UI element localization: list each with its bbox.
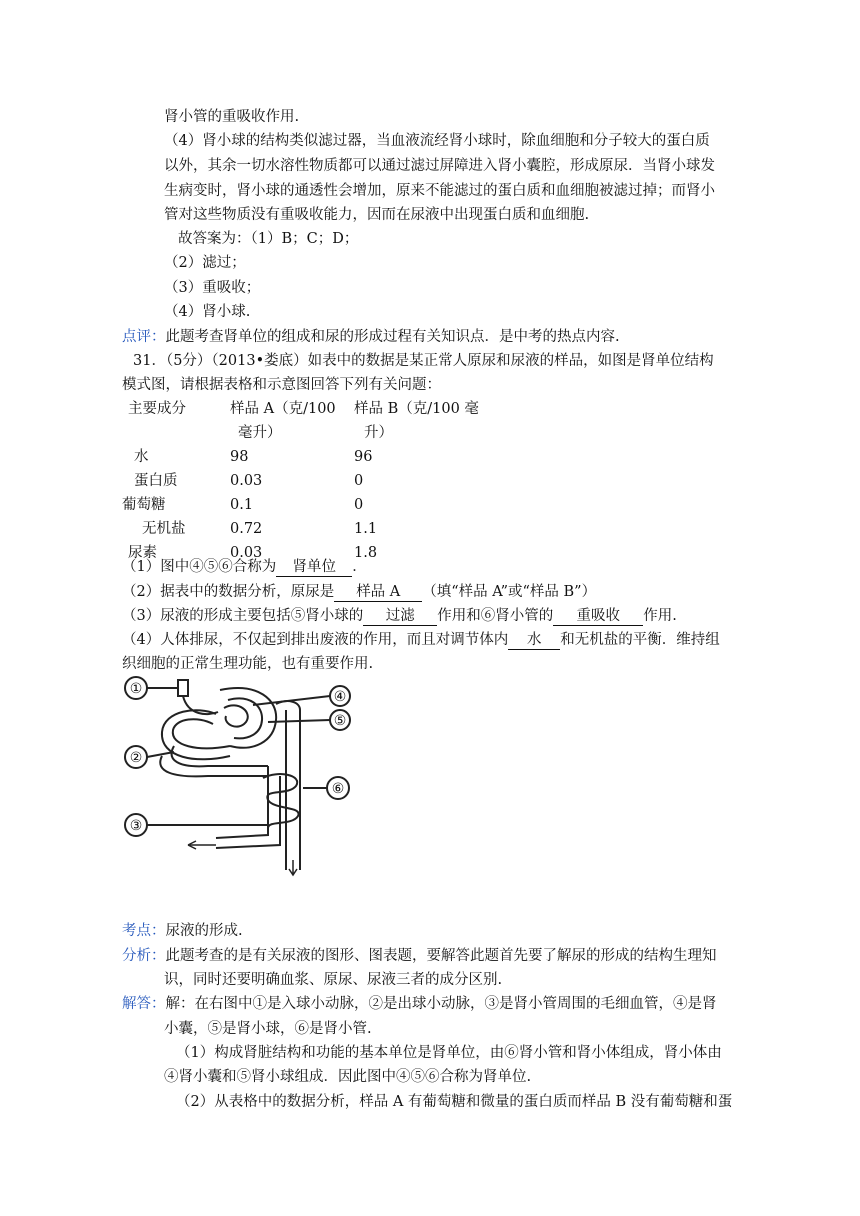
answer-4-line-2: 织细胞的正常生理功能，也有重要作用. — [122, 656, 374, 672]
answer-1 — [122, 556, 367, 578]
comment-tag: 点评： — [122, 329, 166, 345]
jieda-point-1a: （1）构成肾脏结构和功能的基本单位是肾单位，由⑥肾小管和肾小体组成，肾小体由 — [176, 1045, 722, 1061]
prev-answer-2: （2）滤过； — [164, 255, 246, 271]
prev-line-2: （4）肾小球的结构类似滤过器，当血液流经肾小球时，除血细胞和分子较大的蛋白质 — [164, 133, 710, 149]
prev-line-4: 生病变时，肾小球的通透性会增加，原来不能滤过的蛋白质和血细胞被滤过掉；而肾小 — [164, 183, 715, 199]
label-4: ④ — [333, 689, 347, 705]
comment-text: 此题考查肾单位的组成和尿的形成过程有关知识点．是中考的热点内容. — [165, 329, 620, 345]
table-cell-b: 0 — [354, 473, 364, 489]
comment-line — [122, 326, 620, 348]
jieda-point-1b: ④肾小囊和⑤肾小球组成．因此图中④⑤⑥合称为肾单位. — [164, 1069, 532, 1085]
prev-answer-header: 故答案为：（1）B；C；D； — [178, 231, 359, 247]
table-header-sample-a-unit: 毫升） — [238, 425, 282, 441]
answer-4-suffix: 和无机盐的平衡．维持组 — [560, 632, 720, 648]
label-3: ③ — [129, 818, 143, 834]
label-2: ② — [129, 750, 143, 766]
answer-4 — [122, 629, 720, 651]
answer-3-prefix: （3）尿液的形成主要包括⑤肾小球的 — [122, 608, 364, 624]
prev-line-1: 肾小管的重吸收作用. — [164, 109, 300, 125]
answer-4-blank: 水 — [508, 631, 560, 650]
answer-4-prefix: （4）人体排尿，不仅起到排出废液的作用，而且对调节体内 — [122, 632, 509, 648]
table-cell-b: 0 — [354, 497, 364, 513]
kaodian-text: 尿液的形成. — [165, 923, 243, 939]
answer-2-suffix: （填“样品 A”或“样品 B”） — [422, 584, 597, 600]
fenxi-text-1: 此题考查的是有关尿液的图形、图表题，要解答此题首先要了解尿的形成的结构生理知 — [165, 948, 717, 964]
answer-3 — [122, 605, 677, 627]
table-cell-name: 蛋白质 — [134, 473, 178, 489]
nephron-diagram — [118, 660, 368, 885]
question-line-2: 模式图，请根据表格和示意图回答下列有关问题： — [122, 377, 441, 393]
table-cell-a: 0.72 — [230, 521, 263, 537]
label-5: ⑤ — [333, 713, 347, 729]
prev-line-3: 以外，其余一切水溶性物质都可以通过滤过屏障进入肾小囊腔，形成原尿．当肾小球发 — [164, 158, 715, 174]
fenxi-tag: 分析： — [122, 948, 166, 964]
table-header-sample-b: 样品 B（克/100 毫 — [354, 401, 479, 417]
table-cell-a: 0.03 — [230, 473, 263, 489]
table-header-component: 主要成分 — [128, 401, 186, 417]
fenxi-line-2: 识，同时还要明确血浆、原尿、尿液三者的成分区别. — [164, 972, 503, 988]
prev-answer-3: （3）重吸收； — [164, 280, 261, 296]
table-cell-a: 0.03 — [230, 545, 263, 561]
prev-answer-4: （4）肾小球. — [164, 304, 251, 320]
table-cell-a: 98 — [230, 449, 249, 465]
table-header-sample-b-unit: 升） — [364, 425, 393, 441]
answer-1-blank: 肾单位 — [276, 558, 352, 577]
kaodian-tag: 考点： — [122, 923, 166, 939]
jieda-line-2: 小囊，⑤是肾小球，⑥是肾小管. — [164, 1021, 372, 1037]
jieda-text-1: 解：在右图中①是入球小动脉，②是出球小动脉，③是肾小管周围的毛细血管，④是肾 — [165, 996, 717, 1012]
answer-2-blank: 样品 A — [334, 583, 422, 602]
table-cell-b: 1.8 — [354, 545, 378, 561]
table-header-sample-a: 样品 A（克/100 — [230, 401, 336, 417]
label-1: ① — [129, 681, 143, 697]
answer-3-suffix: 作用. — [643, 608, 677, 624]
jieda-line-1 — [122, 993, 717, 1015]
jieda-tag: 解答： — [122, 996, 166, 1012]
label-6: ⑥ — [331, 781, 345, 797]
table-cell-name: 水 — [134, 449, 149, 465]
table-cell-name: 葡萄糖 — [122, 497, 166, 513]
answer-2-prefix: （2）据表中的数据分析，原尿是 — [122, 584, 335, 600]
table-cell-name: 尿素 — [128, 545, 157, 561]
prev-line-5: 管对这些物质没有重吸收能力，因而在尿液中出现蛋白质和血细胞. — [164, 207, 590, 223]
answer-3-blank-2: 重吸收 — [553, 607, 643, 626]
kaodian-line — [122, 920, 243, 942]
jieda-point-2a: （2）从表格中的数据分析，样品 A 有葡萄糖和微量的蛋白质而样品 B 没有葡萄糖和蛋 — [176, 1094, 733, 1110]
fenxi-line-1 — [122, 945, 717, 967]
answer-1-suffix: ． — [352, 559, 367, 575]
question-line-1: 31．（5分）（2013•娄底）如表中的数据是某正常人原尿和尿液的样品，如图是肾单位结构 — [133, 353, 714, 369]
table-cell-name: 无机盐 — [142, 521, 186, 537]
answer-3-middle: 作用和⑥肾小管的 — [437, 608, 554, 624]
answer-2 — [122, 581, 596, 603]
table-cell-a: 0.1 — [230, 497, 254, 513]
answer-1-prefix: （1）图中④⑤⑥合称为 — [122, 559, 277, 575]
answer-3-blank-1: 过滤 — [363, 607, 437, 626]
table-cell-b: 1.1 — [354, 521, 378, 537]
table-cell-b: 96 — [354, 449, 373, 465]
